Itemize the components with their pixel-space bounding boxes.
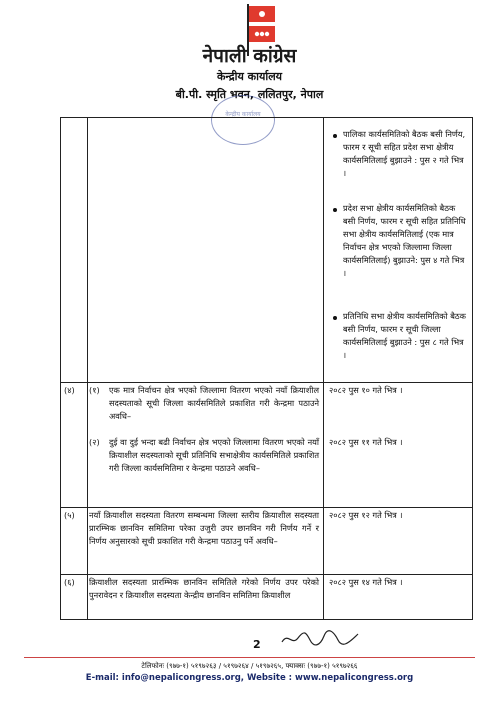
row-text: क्रियाशील सदस्यता प्रारम्भिक छानविन समितिले गरेको निर्णय उपर परेको पुनरावेदन र क्रियाशील सदस्यता केन्द्रीय छानविन समितिमा क्रियाशील [89,577,319,600]
deadline-date: २०८२ पुस १४ गते भित्र । [329,577,403,587]
office-address: बी.पी. स्मृति भवन, ललितपुर, नेपाल [175,88,324,101]
footer-contact-phone: टेलिफोनः (९७७-१) ५१९७२६३ / ५१९७२६४ / ५१९७२६५, फ्याक्सः (९७७-१) ५१९७२६६ [141,662,358,670]
row-divider [61,574,472,575]
deadline-date: २०८२ पुस १० गते भित्र । [329,385,403,395]
bullet-item: प्रतिनिधि सभा क्षेत्रीय कार्यसमितिको बैठक बसी निर्णय, फारम र सूची जिल्ला कार्यसमितिलाई बुझाउने : पुस ८ गते भित्र । [343,311,466,360]
row-text: एक मात्र निर्वाचन क्षेत्र भएको जिल्लामा वितरण भएको नयाँ क्रियाशील सदस्यताको सूची जिल्ला कार्यसमितिले प्रकाशित गरी केन्द्रमा पठाउने अवधि– [109,385,319,421]
row-number: (६) [64,577,75,587]
footer-divider [24,657,475,658]
bullet-item: पालिका कार्यसमितिको बैठक बसी निर्णय, फारम र सूची सहित प्रदेश सभा क्षेत्रीय कार्यसमितिलाई बुझाउने : पुस २ गते भित्र । [343,129,466,178]
column-divider-left [87,118,88,619]
row-text: नयाँ क्रियाशील सदस्यता वितरण सम्बन्धमा जिल्ला स्तरीय क्रियाशील सदस्यता प्रारम्भिक छानविन समितिमा परेका उजुरी उपर छानविन गरी निर्णय गर्ने र निर्णय अनुसारको सूची प्रकाशित गरी केन्द्रमा पठाउनु पर्ने अवधि– [89,510,319,546]
row-divider [61,507,472,508]
party-name: नेपाली कांग्रेस [202,45,297,67]
sub-item-number: (२) [89,437,100,447]
bullet-dot [333,316,337,320]
deadline-date: २०८२ पुस ११ गते भित्र । [329,437,403,447]
row-text: दुई वा दुई भन्दा बढी निर्वाचन क्षेत्र भएको जिल्लामा वितरण भएको नयाँ क्रियाशील सदस्यताको सूची प्रतिनिधि सभाक्षेत्रीय कार्यसमितिले प्रकाशित गरी जिल्ला कार्यसमितिमा र केन्द्रमा पठाउने अवधि– [109,437,319,473]
footer-contact-web: E-mail: info@nepalicongress.org, Website : www.nepalicongress.org [85,673,414,683]
row-number: (४) [64,385,75,395]
stamp-text: केन्द्रीय कार्यालय [225,111,261,118]
signature [280,628,360,650]
sub-item-number: (१) [89,385,100,395]
column-divider-right [323,118,324,619]
bullet-dot [333,134,337,138]
office-name: केन्द्रीय कार्यालय [216,70,283,83]
bullet-item: प्रदेश सभा क्षेत्रीय कार्यसमितिको बैठक बसी निर्णय, फारम र सूची सहित प्रतिनिधि सभा क्षेत्रीय कार्यसमितिलाई (एक मात्र निर्वाचन क्षेत्र भएको जिल्लामा जिल्ला कार्यसमितिलाई) बुझाउने: पुस ४ गते भित्र । [343,203,466,278]
bullet-dot [333,208,337,212]
deadline-date: २०८२ पुस १२ गते भित्र । [329,510,403,520]
schedule-table [60,117,473,620]
row-divider [61,382,472,383]
row-number: (५) [64,510,75,520]
page-number: 2 [253,638,261,651]
